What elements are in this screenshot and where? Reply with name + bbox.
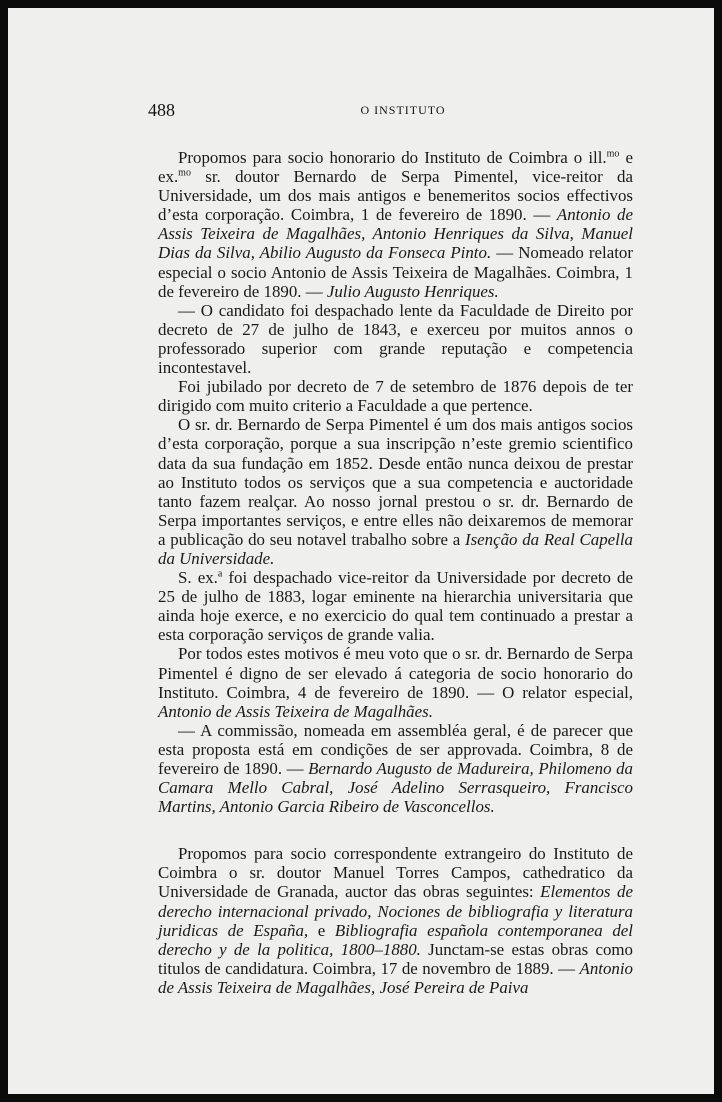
superscript: mo (178, 167, 191, 179)
text-run: — A commissão, nomeada em assembléa geral, é de parecer que esta proposta está em condições de ser approvada. Coimbra, 8 de fevereiro de 1890. — (158, 720, 633, 778)
text-run: foi despachado vice-reitor da Universidade por decreto de 25 de julho de 1883, logar eminente na hierarchia universitaria que ainda hoje exerce, e no exercicio do qual tem continuado a prestar a esta corporação serviços de grande valia. (158, 568, 633, 645)
italic-text: Elementos de derecho internacional privado, Nociones de bibliografia y literatura juridicas de España, (158, 882, 633, 940)
text-run: e (308, 920, 335, 940)
text-run: Propomos para socio honorario do Instituto de Coimbra o ill. (178, 148, 607, 167)
italic-text: Julio Augusto Henriques. (326, 281, 499, 301)
page-header (148, 100, 618, 124)
text-run: e ex. (158, 148, 633, 187)
superscript: mo (606, 148, 620, 160)
italic-text: Bibliografia española contemporanea del derecho y de la politica, 1800–1880. (158, 920, 633, 959)
italic-text: Isenção da Real Capella da Universidade. (158, 529, 633, 568)
text-run: Propomos para socio correspondente extrangeiro do Instituto de Coimbra o sr. doutor Manuel Torres Campos, cathedratico da Universidade de Granada, auctor das obras seguintes: (158, 844, 633, 902)
paragraph (158, 844, 633, 997)
page-body (158, 148, 633, 997)
text-run: Foi jubilado por decreto de 7 de setembro de 1876 depois de ter dirigido com muito criterio a Faculdade a que pertence. (158, 377, 633, 416)
italic-text: Antonio de Assis Teixeira de Magalhães, José Pereira de Paiva (158, 958, 633, 997)
paragraph (158, 721, 633, 816)
italic-text: Bernardo Augusto de Madureira, Philomeno da Camara Mello Cabral, José Adelino Serrasqueiro, Francisco Martins, Antonio Garcia Ribeiro de Vasconcellos. (158, 759, 633, 817)
text-run: Por todos estes motivos é meu voto que o sr. dr. Bernardo de Serpa Pimentel é digno de ser elevado á categoria de socio honorario do Instituto. Coimbra, 4 de fevereiro de 1890. — O relator especial, (158, 644, 633, 702)
text-run: — Nomeado relator especial o socio Antonio de Assis Teixeira de Magalhães. Coimbra, 1 de fevereiro de 1890. — (158, 243, 633, 301)
paragraph (158, 415, 633, 568)
paragraph (158, 301, 633, 377)
paragraph (158, 148, 633, 301)
superscript: a (217, 568, 223, 580)
text-run: sr. doutor Bernardo de Serpa Pimentel, vice-reitor da Universidade, um dos mais antigos e benemeritos socios effectivos d’esta corporação. Coimbra, 1 de fevereiro de 1890. — (158, 167, 633, 225)
paragraph (158, 644, 633, 720)
book-page (8, 8, 714, 1094)
running-title: O INSTITUTO (360, 103, 446, 117)
text-run: S. ex. (178, 568, 218, 588)
paragraph (158, 568, 633, 644)
italic-text: Antonio de Assis Teixeira de Magalhães, Antonio Henriques da Silva, Manuel Dias da Silva, Abilio Augusto da Fonseca Pinto. (158, 205, 633, 263)
paragraph (158, 377, 633, 415)
page-number: 488 (148, 100, 175, 120)
italic-text: Antonio de Assis Teixeira de Magalhães. (158, 701, 433, 721)
text-run: O sr. dr. Bernardo de Serpa Pimentel é um dos mais antigos socios d’esta corporação, porque a sua inscripção n’este gremio scientifico data da sua fundação em 1852. Desde então nunca deixou de prestar ao Instituto todos os serviços que a sua competencia e auctoridade tanto fazem realçar. Ao nosso jornal prestou o sr. dr. Bernardo de Serpa importantes serviços, e entre elles não deixaremos de memorar a publicação do seu notavel trabalho sobre a (158, 415, 633, 549)
text-run: Junctam-se estas obras como titulos de candidatura. Coimbra, 17 de novembro de 1889. — (158, 939, 633, 978)
text-run: — O candidato foi despachado lente da Faculdade de Direito por decreto de 27 de julho de 1843, e exerceu por muitos annos o professorado superior com grande reputação e competencia incontestavel. (158, 300, 633, 378)
